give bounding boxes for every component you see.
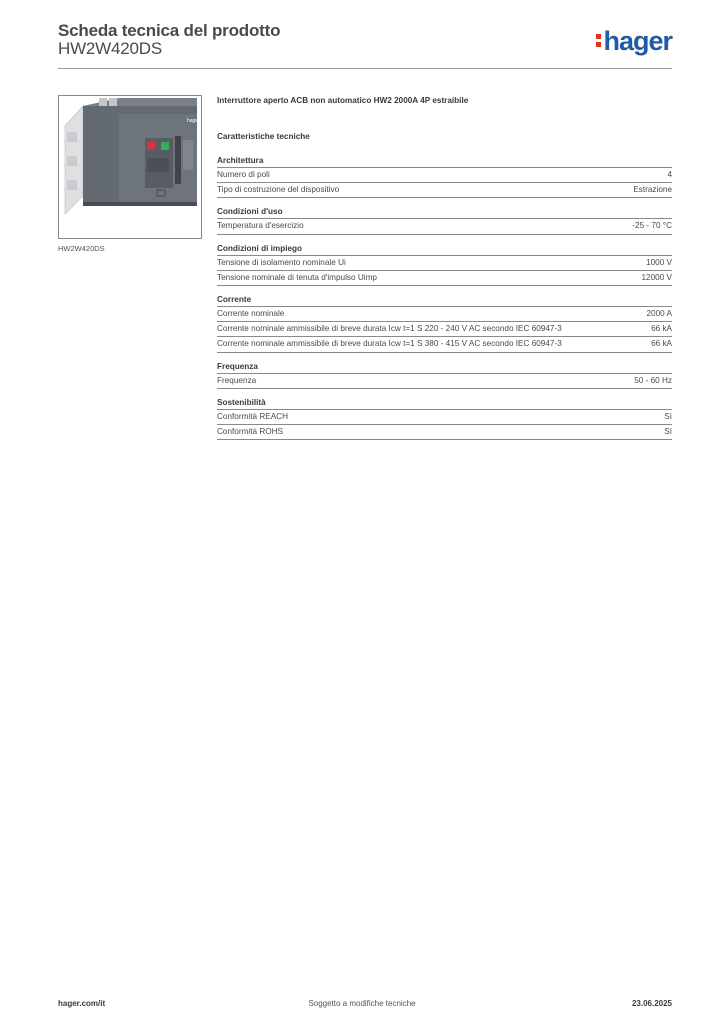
footer-website: hager.com/it bbox=[58, 999, 106, 1008]
spec-group bbox=[217, 244, 672, 286]
spec-row bbox=[217, 374, 672, 389]
spec-label: Numero di poli bbox=[217, 170, 270, 179]
product-description: Interruttore aperto ACB non automatico HW2 2000A 4P estraibile bbox=[217, 96, 469, 105]
breaker-logo-text: hager bbox=[187, 118, 200, 124]
spec-group-title: Sostenibilità bbox=[217, 398, 672, 410]
footer-date: 23.06.2025 bbox=[631, 999, 672, 1008]
spec-group bbox=[217, 295, 672, 353]
spec-value: 66 kA bbox=[651, 324, 672, 334]
spec-group-title: Corrente bbox=[217, 295, 672, 307]
spec-row bbox=[217, 410, 672, 425]
spec-row bbox=[217, 168, 672, 183]
spec-value: 1000 V bbox=[646, 257, 672, 267]
spec-label: Corrente nominale ammissibile di breve durata Icw t=1 S 380 - 415 V AC secondo IEC 60947-3 bbox=[217, 339, 562, 349]
spec-label: Tensione nominale di tenuta d'impulso Uimp bbox=[217, 272, 377, 282]
spec-value: Sì bbox=[664, 411, 672, 421]
spec-groups bbox=[217, 156, 672, 440]
spec-value: 12000 V bbox=[641, 272, 672, 282]
spec-label: Tipo di costruzione del dispositivo bbox=[217, 185, 340, 195]
spec-row bbox=[217, 322, 672, 337]
circuit-breaker-illustration bbox=[59, 96, 201, 238]
spec-value: 50 - 60 Hz bbox=[634, 375, 672, 385]
spec-row bbox=[217, 219, 672, 234]
spec-label: Corrente nominale ammissibile di breve durata Icw t=1 S 220 - 240 V AC secondo IEC 60947-3 bbox=[217, 324, 562, 334]
spec-value: 2000 A bbox=[646, 308, 672, 318]
spec-group-title: Architettura bbox=[217, 156, 672, 168]
spec-row bbox=[217, 183, 672, 198]
spec-value: Estrazione bbox=[633, 185, 672, 195]
spec-group bbox=[217, 156, 672, 198]
spec-row bbox=[217, 425, 672, 440]
spec-group-title: Condizioni di impiego bbox=[217, 244, 672, 256]
spec-label: Frequenza bbox=[217, 375, 257, 385]
spec-value: 66 kA bbox=[651, 339, 672, 349]
spec-row bbox=[217, 256, 672, 271]
hager-logo bbox=[596, 28, 672, 55]
spec-value: Sì bbox=[664, 426, 672, 436]
spec-row bbox=[217, 307, 672, 322]
spec-label: Temperatura d'esercizio bbox=[217, 221, 304, 231]
logo-text: hager bbox=[603, 26, 672, 56]
spec-group bbox=[217, 362, 672, 389]
header-divider bbox=[58, 68, 672, 69]
spec-group-title: Condizioni d'uso bbox=[217, 207, 672, 219]
section-title: Caratteristiche tecniche bbox=[217, 132, 310, 141]
spec-content bbox=[217, 96, 672, 449]
spec-value: -25 - 70 °C bbox=[632, 221, 672, 231]
spec-label: Conformità REACH bbox=[217, 411, 288, 421]
spec-value: 4 bbox=[667, 170, 672, 179]
spec-group-title: Frequenza bbox=[217, 362, 672, 374]
image-caption: HW2W420DS bbox=[58, 244, 105, 253]
spec-group bbox=[217, 398, 672, 440]
spec-row bbox=[217, 337, 672, 352]
spec-row bbox=[217, 271, 672, 286]
logo-dots-icon bbox=[596, 28, 601, 50]
page-title: Scheda tecnica del prodotto bbox=[58, 21, 281, 40]
spec-group bbox=[217, 207, 672, 234]
product-image bbox=[58, 95, 202, 239]
spec-label: Corrente nominale bbox=[217, 308, 285, 318]
product-code: HW2W420DS bbox=[58, 39, 163, 58]
spec-label: Conformità ROHS bbox=[217, 426, 283, 436]
footer-note: Soggetto a modifiche tecniche bbox=[308, 999, 416, 1008]
spec-label: Tensione di isolamento nominale Ui bbox=[217, 257, 346, 267]
